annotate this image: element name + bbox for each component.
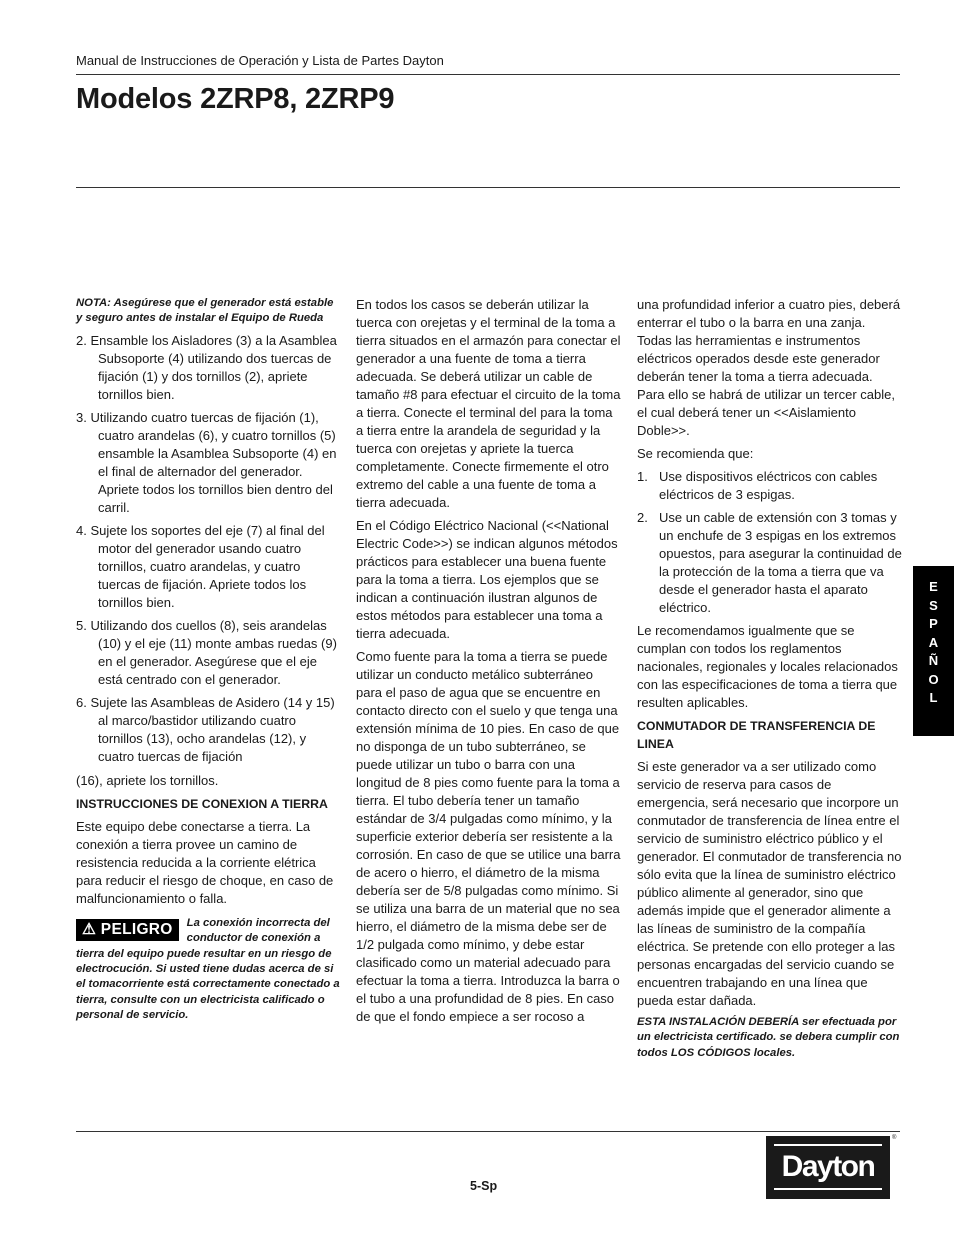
step-item: 2. Ensamble los Aisladores (3) a la Asamblea Subsoporte (4) utilizando dos tuercas de fijación (1) y dos tornillos (2), apriete tornillos bien. [76,332,337,402]
step-item: 5. Utilizando dos cuellos (8), seis arandelas (10) y el eje (11) monte ambas ruedas (9) en el generador. Asegúrese que el eje está centrado con el generador. [76,617,337,687]
list-number: 2. [637,510,648,525]
paragraph: En todos los casos se deberán utilizar la tuerca con orejetas y el terminal de la toma a tierra situados en el armazón para conectar el generador a una fuente de toma a tierra adecuada. Se deberá utilizar un cable de tamaño #8 para efectuar el circuito de la toma a tierra. Conecte el terminal del para la toma a tierra entre la arandela de seguridad y la tuerca con orejetas y apriete la tuerca completamente. Conecte firmemente el otro extremo del cable a una fuente de toma a tierra adecuada. [356,297,621,510]
paragraph: una profundidad inferior a cuatro pies, deberá enterrar el tubo o la barra en una zanja. Todas las herramientas e instrumentos eléctricos operados desde este generador deberán tener la toma a tierra adecuada. Para ello se habrá de utilizar un tercer cable, el cual deberá tener un <<Aislamiento Doble>>. [637,297,901,438]
grounding-paragraph: Este equipo debe conectarse a tierra. La conexión a tierra provee un camino de resistencia reducida a la corriente elétrica para reducir el riesgo de choque, en caso de malfuncionamiento o falla. [76,818,334,906]
step-item: 4. Sujete los soportes del eje (7) al final del motor del generador usando cuatro tornillos, cuatro arandelas, y cuatro tuercas de fijación. Apriete todos los tornillos bien. [76,522,325,610]
grounding-heading: INSTRUCCIONES DE CONEXION A TIERRA [76,796,328,811]
list-text: Use un cable de extensión con 3 tomas y un enchufe de 3 espigas en los extremos opuestos, para asegurar la continuidad de la protección de la toma a tierra que va desde el generador hasta el aparato eléctrico. [659,510,902,615]
page-number: 5-Sp [470,1179,498,1193]
transfer-switch-heading: CONMUTADOR DE TRANSFERENCIA DE LINEA [637,719,876,751]
tab-letter: P [929,616,938,631]
column-3 [637,296,903,1066]
danger-text: La conexión incorrecta del conductor de conexión a tierra del equipo puede resultar en un riesgo de electrocución. Si usted tiene dudas acerca de si el tomacorriente está correctamente conectado a tierra, consulte con un electricista calificado o personal de servicio. [76,916,340,1022]
logo-bottom-line [774,1188,882,1190]
running-title: Manual de Instrucciones de Operación y Lista de Partes Dayton [76,53,444,68]
installation-note: ESTA INSTALACIÓN DEBERÍA ser efectuada por un electricista certificado. se debera cumplir con todos LOS CÓDIGOS locales. [637,1016,900,1059]
logo-top-line [774,1144,882,1146]
step-item: 6. Sujete las Asambleas de Asidero (14 y 15) al marco/bastidor utilizando cuatro tornillos (13), ocho arandelas (12), y cuatro tuercas de fijación [76,694,335,764]
paragraph: Como fuente para la toma a tierra se puede utilizar un conducto metálico subterráneo para el paso de agua que se encuentre en contacto directo con el suelo y que tenga una extensión mínima de 10 pies. En caso de que no disponga de un tubo subterráneo, se puede utilizar un tubo o barra con una longitud de 8 pies como fuente para la toma a tierra. El tubo debería tener un tamaño estándar de 3/4 pulgadas como mínimo, y la superficie exterior debería ser resistente a la corrosión. En caso de que se utilice una barra de acero o hierro, el diámetro de la misma debería ser de 5/8 pulgadas como mínimo. Si se utiliza una barra de un material que no sea hierro, el diámetro de la misma debe ser de 1/2 pulgada como mínimo, y debe estar clasificado como un material adecuado para efectuar la toma a tierra. Introduzca la barra o el tubo a una profundidad de 8 pies. En caso de que el fondo empiece a ser rocoso a [356,649,621,1024]
step-item: 3. Utilizando cuatro tuercas de fijación (1), cuatro arandelas (6), y cuatro tornillos (5) ensamble la Asamblea Subsoporte (4) en el final de alternador del generador. Apriete todos los tornillos bien dentro del carril. [76,409,337,515]
tab-letter: Ñ [928,653,939,668]
list-item [637,468,903,504]
danger-badge: ⚠ PELIGRO [76,919,179,941]
tab-letter: A [928,634,939,650]
paragraph: En el Código Eléctrico Nacional (<<National Electric Code>>) se indican algunos métodos prácticos para establecer una buena fuente para la toma a tierra. Los ejemplos que se indican a continuación ilustran algunos de estos métodos para establecer una toma a tierra adecuada. [356,518,618,641]
top-rule [76,74,900,75]
column-1 [76,296,342,1024]
paragraph: Se recomienda que: [637,446,754,461]
step-list [76,332,342,790]
column-2 [356,296,622,1031]
title-rule [76,187,900,188]
logo-text: Dayton [781,1150,875,1183]
list-number: 1. [637,469,648,484]
dayton-logo [766,1136,890,1199]
recommendation-list [637,468,903,617]
step-tail: (16), apriete los tornillos. [76,772,219,788]
tab-letter: L [929,690,938,705]
page-title: Modelos 2ZRP8, 2ZRP9 [76,83,395,115]
paragraph: Si este generador va a ser utilizado como servicio de reserva para casos de emergencia, será necesario que incorpore un conmutador de transferencia de línea entre el servicio de suministro eléctrico público y el generador. El conmutador de transferencia no sólo evita que la línea de suministro eléctrico público alimente al generador, sino que además impide que el generador alimente a las líneas de suministro de la compañía eléctrica. Se pretende con ello proteger a las personas encargadas del servicio cuando se encuentren trabajando en una línea que pueda estar dañada. [637,759,902,1008]
list-item [637,509,903,617]
paragraph: Le recomendamos igualmente que se cumplan con todos los reglamentos nacionales, regionales y locales relacionados con las especificaciones de toma a tierra que resulten aplicables. [637,623,898,710]
registered-mark: ® [892,1135,897,1141]
note-wheel-kit: NOTA: Asegúrese que el generador está estable y seguro antes de instalar el Equipo de Rueda [76,297,334,325]
danger-warning [76,916,342,1024]
tab-letter: O [928,671,939,687]
footer-rule [76,1131,900,1132]
tab-letter: S [929,597,938,613]
tab-letter: E [929,579,938,594]
list-text: Use dispositivos eléctricos con cables eléctricos de 3 espigas. [659,469,878,502]
language-tab [913,566,954,736]
